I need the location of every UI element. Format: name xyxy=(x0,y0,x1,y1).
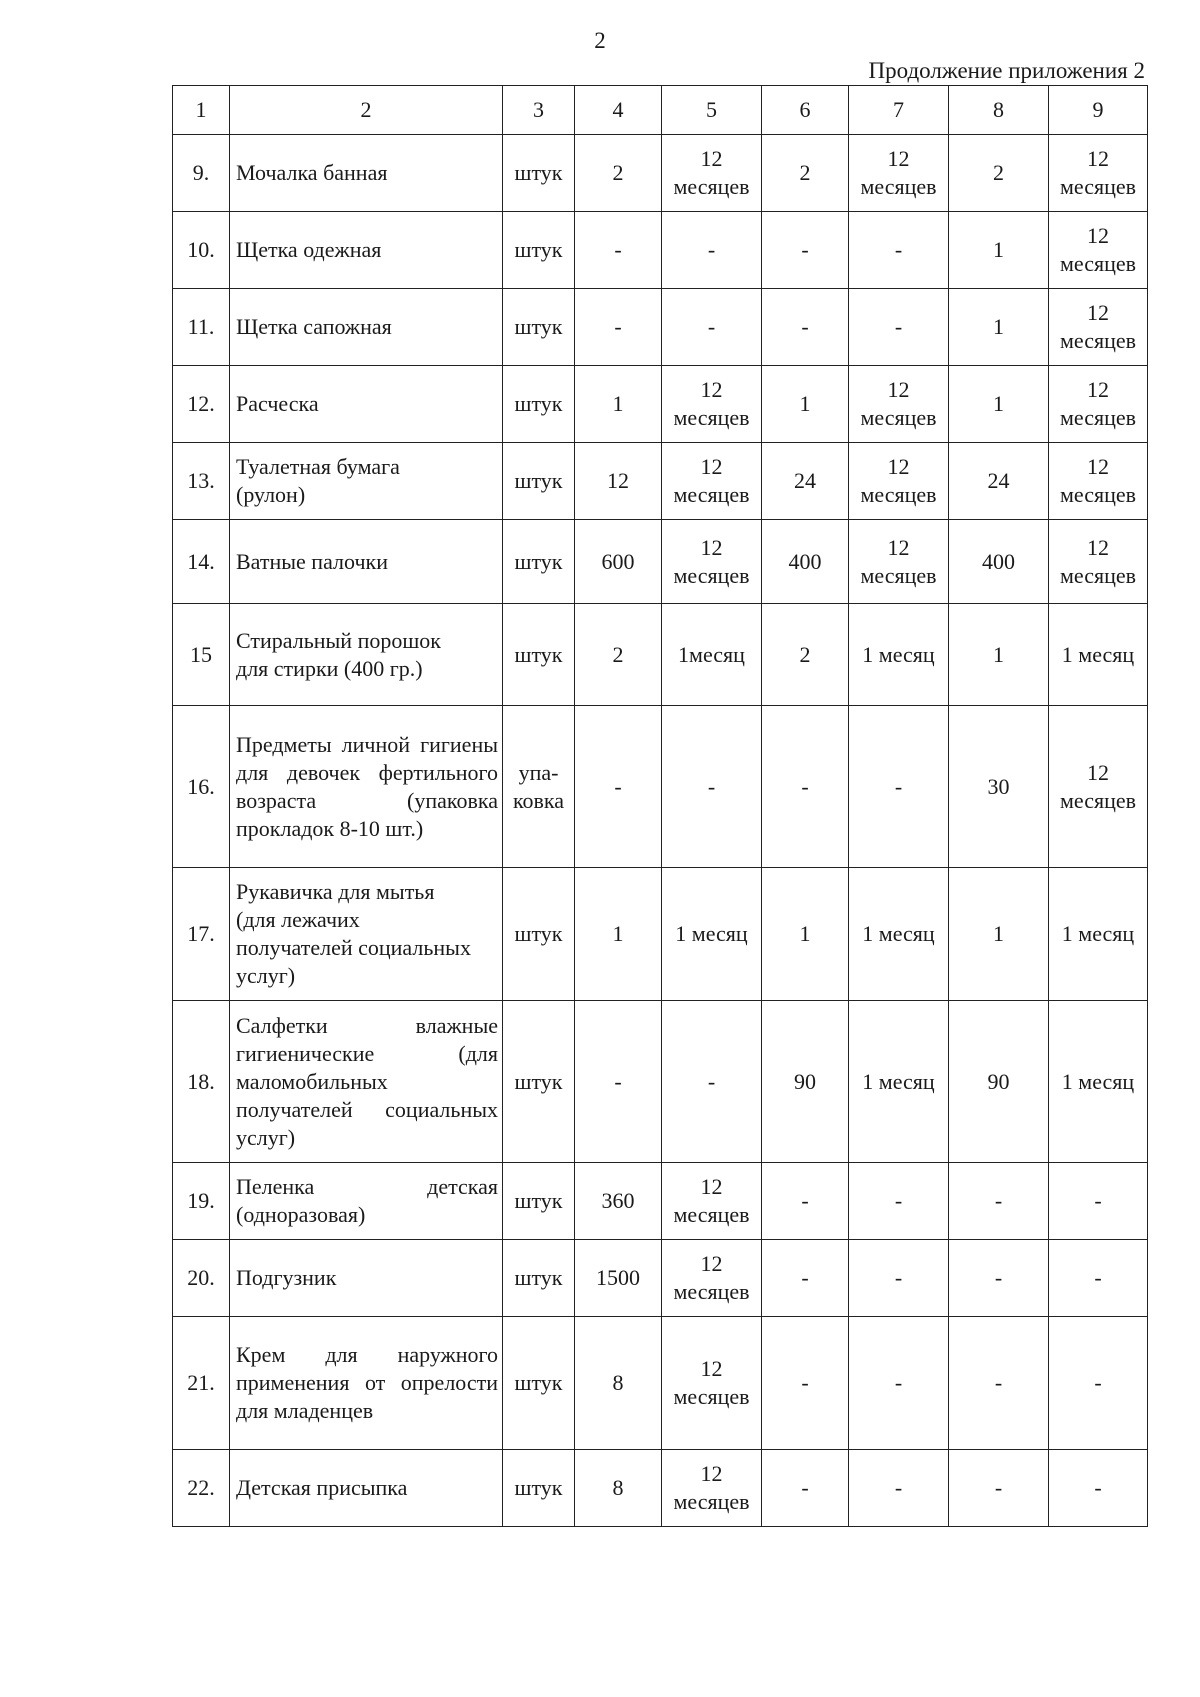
quantity-cell: 1 xyxy=(762,868,849,1001)
quantity-cell: 1 xyxy=(949,868,1049,1001)
period-cell: 12 месяцев xyxy=(849,366,949,443)
continuation-label: Продолжение приложения 2 xyxy=(868,58,1145,83)
quantity-cell: - xyxy=(949,1163,1049,1240)
item-name-cell: Щетка одежная xyxy=(230,212,503,289)
row-number-cell: 17. xyxy=(173,868,230,1001)
period-cell: 12 месяцев xyxy=(662,1240,762,1317)
quantity-cell: - xyxy=(949,1240,1049,1317)
header-cell: 4 xyxy=(575,86,662,135)
header-cell: 6 xyxy=(762,86,849,135)
period-cell: - xyxy=(849,1240,949,1317)
row-number-cell: 14. xyxy=(173,520,230,604)
quantity-cell: - xyxy=(762,706,849,868)
table-row xyxy=(173,520,1148,604)
quantity-cell: - xyxy=(762,1450,849,1527)
row-number-cell: 21. xyxy=(173,1317,230,1450)
header-cell: 7 xyxy=(849,86,949,135)
quantity-cell: 400 xyxy=(949,520,1049,604)
quantity-cell: 600 xyxy=(575,520,662,604)
period-cell: - xyxy=(1049,1240,1148,1317)
item-name-cell: Щетка сапожная xyxy=(230,289,503,366)
table-row xyxy=(173,289,1148,366)
item-name-cell: Пеленка детская (одноразовая) xyxy=(230,1163,503,1240)
header-cell: 5 xyxy=(662,86,762,135)
table-row xyxy=(173,706,1148,868)
quantity-cell: 90 xyxy=(762,1001,849,1163)
row-number-cell: 15 xyxy=(173,604,230,706)
quantity-cell: - xyxy=(575,706,662,868)
period-cell: 12 месяцев xyxy=(1049,289,1148,366)
period-cell: 12 месяцев xyxy=(662,1163,762,1240)
period-cell: - xyxy=(849,1450,949,1527)
item-name-cell: Расческа xyxy=(230,366,503,443)
period-cell: 12 месяцев xyxy=(1049,135,1148,212)
table-row xyxy=(173,604,1148,706)
item-name-cell: Крем для наружного применения от опрелости для младенцев xyxy=(230,1317,503,1450)
quantity-cell: 12 xyxy=(575,443,662,520)
quantity-cell: - xyxy=(949,1317,1049,1450)
period-cell: 12 месяцев xyxy=(1049,212,1148,289)
period-cell: 12 месяцев xyxy=(662,1317,762,1450)
unit-cell: штук xyxy=(503,1001,575,1163)
quantity-cell: - xyxy=(575,212,662,289)
period-cell: 1 месяц xyxy=(849,604,949,706)
quantity-cell: 2 xyxy=(762,604,849,706)
quantity-cell: 90 xyxy=(949,1001,1049,1163)
row-number-cell: 19. xyxy=(173,1163,230,1240)
quantity-cell: 1 xyxy=(949,289,1049,366)
period-cell: 12 месяцев xyxy=(849,443,949,520)
quantity-cell: - xyxy=(762,289,849,366)
table-row xyxy=(173,1450,1148,1527)
table-row xyxy=(173,1317,1148,1450)
period-cell: 1 месяц xyxy=(849,868,949,1001)
quantity-cell: 8 xyxy=(575,1450,662,1527)
period-cell: 12 месяцев xyxy=(849,520,949,604)
period-cell: 1 месяц xyxy=(849,1001,949,1163)
quantity-cell: 1 xyxy=(949,604,1049,706)
period-cell: - xyxy=(1049,1450,1148,1527)
row-number-cell: 20. xyxy=(173,1240,230,1317)
period-cell: 12 месяцев xyxy=(662,443,762,520)
period-cell: - xyxy=(662,289,762,366)
quantity-cell: 2 xyxy=(575,604,662,706)
row-number-cell: 12. xyxy=(173,366,230,443)
item-name-cell: Салфетки влажные гигиенические (для маломобильных получателей социальных услуг) xyxy=(230,1001,503,1163)
unit-cell: штук xyxy=(503,1163,575,1240)
row-number-cell: 18. xyxy=(173,1001,230,1163)
quantity-cell: 24 xyxy=(762,443,849,520)
table-row xyxy=(173,135,1148,212)
header-cell: 2 xyxy=(230,86,503,135)
quantity-cell: 1 xyxy=(575,868,662,1001)
header-cell: 1 xyxy=(173,86,230,135)
quantity-cell: - xyxy=(575,1001,662,1163)
row-number-cell: 11. xyxy=(173,289,230,366)
item-name-cell: Детская присыпка xyxy=(230,1450,503,1527)
item-name-cell: Предметы личной гигиены для девочек фертильного возраста (упаковка прокладок 8-10 шт.) xyxy=(230,706,503,868)
quantity-cell: 1500 xyxy=(575,1240,662,1317)
period-cell: 12 месяцев xyxy=(1049,366,1148,443)
unit-cell: штук xyxy=(503,1317,575,1450)
table-row xyxy=(173,443,1148,520)
quantity-cell: 2 xyxy=(575,135,662,212)
table-row xyxy=(173,366,1148,443)
period-cell: 12 месяцев xyxy=(662,520,762,604)
table-row xyxy=(173,212,1148,289)
supplies-table xyxy=(172,85,1148,1527)
quantity-cell: 2 xyxy=(762,135,849,212)
unit-cell: упа- ковка xyxy=(503,706,575,868)
period-cell: - xyxy=(849,1317,949,1450)
period-cell: 1 месяц xyxy=(662,868,762,1001)
period-cell: - xyxy=(849,1163,949,1240)
table-header-row xyxy=(173,86,1148,135)
quantity-cell: - xyxy=(762,1163,849,1240)
header-cell: 3 xyxy=(503,86,575,135)
unit-cell: штук xyxy=(503,520,575,604)
period-cell: 1 месяц xyxy=(1049,604,1148,706)
quantity-cell: 2 xyxy=(949,135,1049,212)
quantity-cell: - xyxy=(575,289,662,366)
period-cell: - xyxy=(662,212,762,289)
item-name-cell: Туалетная бумага (рулон) xyxy=(230,443,503,520)
item-name-cell: Ватные палочки xyxy=(230,520,503,604)
row-number-cell: 9. xyxy=(173,135,230,212)
quantity-cell: 360 xyxy=(575,1163,662,1240)
unit-cell: штук xyxy=(503,443,575,520)
quantity-cell: 1 xyxy=(949,366,1049,443)
row-number-cell: 22. xyxy=(173,1450,230,1527)
unit-cell: штук xyxy=(503,135,575,212)
quantity-cell: - xyxy=(949,1450,1049,1527)
period-cell: 1месяц xyxy=(662,604,762,706)
unit-cell: штук xyxy=(503,604,575,706)
period-cell: 1 месяц xyxy=(1049,1001,1148,1163)
table-row xyxy=(173,868,1148,1001)
item-name-cell: Рукавичка для мытья (для лежачих получателей социальных услуг) xyxy=(230,868,503,1001)
table-row xyxy=(173,1240,1148,1317)
quantity-cell: 1 xyxy=(949,212,1049,289)
period-cell: 1 месяц xyxy=(1049,868,1148,1001)
period-cell: 12 месяцев xyxy=(1049,520,1148,604)
unit-cell: штук xyxy=(503,366,575,443)
period-cell: 12 месяцев xyxy=(1049,443,1148,520)
period-cell: - xyxy=(1049,1317,1148,1450)
period-cell: - xyxy=(662,706,762,868)
row-number-cell: 10. xyxy=(173,212,230,289)
quantity-cell: - xyxy=(762,1317,849,1450)
quantity-cell: 30 xyxy=(949,706,1049,868)
period-cell: - xyxy=(849,706,949,868)
unit-cell: штук xyxy=(503,1240,575,1317)
row-number-cell: 13. xyxy=(173,443,230,520)
quantity-cell: 24 xyxy=(949,443,1049,520)
period-cell: 12 месяцев xyxy=(662,366,762,443)
item-name-cell: Мочалка банная xyxy=(230,135,503,212)
period-cell: 12 месяцев xyxy=(662,135,762,212)
item-name-cell: Подгузник xyxy=(230,1240,503,1317)
header-cell: 9 xyxy=(1049,86,1148,135)
item-name-cell: Стиральный порошок для стирки (400 гр.) xyxy=(230,604,503,706)
unit-cell: штук xyxy=(503,868,575,1001)
quantity-cell: - xyxy=(762,1240,849,1317)
unit-cell: штук xyxy=(503,289,575,366)
row-number-cell: 16. xyxy=(173,706,230,868)
quantity-cell: 1 xyxy=(762,366,849,443)
period-cell: - xyxy=(849,212,949,289)
header-cell: 8 xyxy=(949,86,1049,135)
quantity-cell: 400 xyxy=(762,520,849,604)
period-cell: 12 месяцев xyxy=(849,135,949,212)
period-cell: - xyxy=(1049,1163,1148,1240)
unit-cell: штук xyxy=(503,212,575,289)
quantity-cell: - xyxy=(762,212,849,289)
period-cell: 12 месяцев xyxy=(1049,706,1148,868)
period-cell: 12 месяцев xyxy=(662,1450,762,1527)
table-row xyxy=(173,1001,1148,1163)
period-cell: - xyxy=(849,289,949,366)
period-cell: - xyxy=(662,1001,762,1163)
unit-cell: штук xyxy=(503,1450,575,1527)
quantity-cell: 1 xyxy=(575,366,662,443)
page-number: 2 xyxy=(594,28,606,53)
quantity-cell: 8 xyxy=(575,1317,662,1450)
table-row xyxy=(173,1163,1148,1240)
